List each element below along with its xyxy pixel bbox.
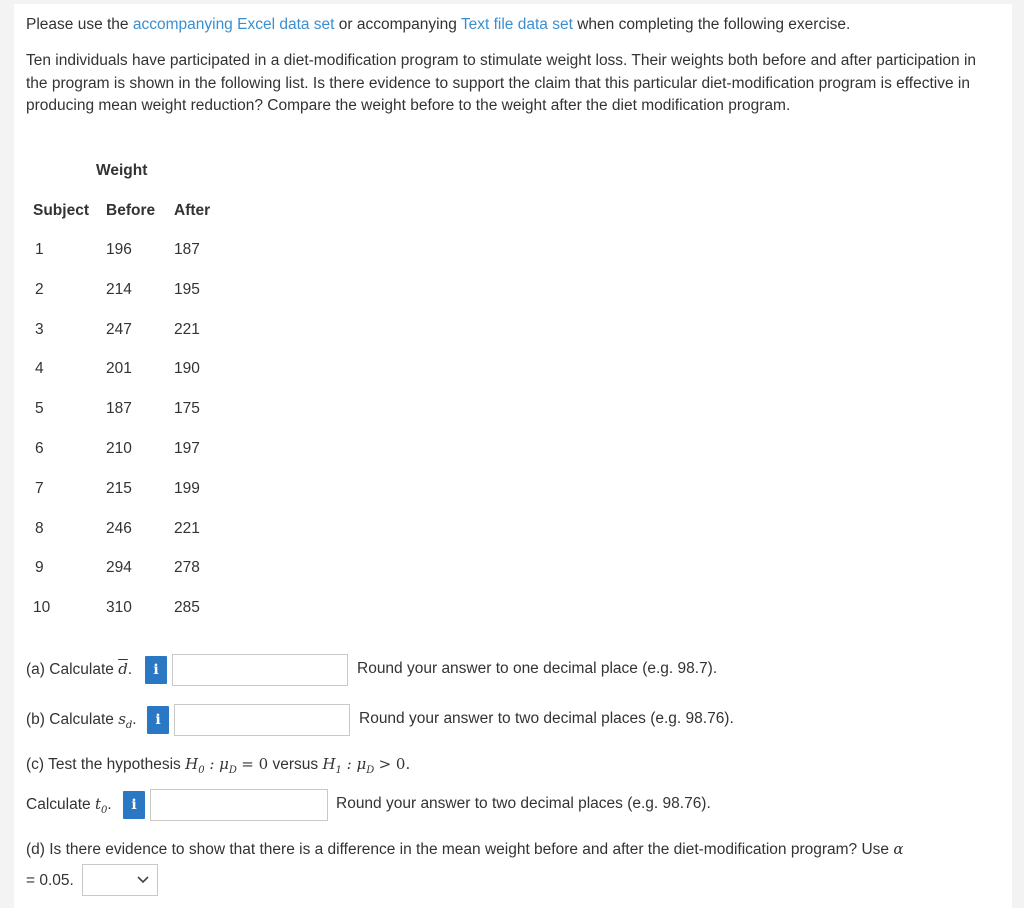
column-header-before: Before [106, 202, 156, 219]
after-cell: 221 [174, 320, 200, 338]
before-cell: 294 [106, 559, 132, 577]
text-file-data-link[interactable]: Text file data set [460, 16, 573, 33]
after-cell: 195 [174, 280, 200, 298]
weight-group-header: Weight [96, 162, 148, 179]
intro-text: Please use the accompanying Excel data set or accompanying Text file data set when completing the following exercise. [26, 16, 851, 33]
subject-cell: 5 [35, 400, 44, 418]
question-card [14, 4, 1012, 908]
info-icon-a[interactable]: i [145, 656, 167, 684]
alpha-value: = 0.05. [26, 872, 74, 889]
before-cell: 247 [106, 320, 132, 338]
subject-cell: 6 [35, 440, 44, 457]
after-cell: 221 [174, 519, 200, 537]
column-header-after: After [174, 202, 211, 219]
subject-cell: 2 [35, 280, 44, 298]
chevron-down-icon [136, 872, 150, 889]
info-icon-c[interactable]: i [123, 791, 145, 819]
before-cell: 310 [106, 599, 132, 617]
answer-input-c[interactable] [150, 789, 328, 821]
before-cell: 187 [106, 400, 132, 418]
column-header-subject: Subject [33, 202, 89, 219]
question-c-calc-label: Calculate $t_0$. [26, 795, 112, 816]
problem-description: Ten individuals have participated in a diet-modification program to stimulate weight loss. Their weights both before and after participation in the program is shown in the following list. Is there evidence to support the claim that this particular diet-modification program is effective in producing mean weight reduction? Compare the weight before to the weight after the diet modification program. [26, 52, 977, 114]
after-cell: 190 [174, 360, 200, 378]
subject-cell: 7 [35, 479, 44, 497]
after-cell: 197 [174, 440, 200, 457]
after-cell: 175 [174, 400, 200, 418]
d-bar-symbol: $\overline{d}$ [118, 660, 128, 678]
before-cell: 246 [106, 519, 132, 537]
s-d-symbol: $s_d$ [118, 710, 133, 731]
question-c-label: (c) Test the hypothesis $H_0$ : $\mu_D = 0$ versus $H_1$ : $\mu_D > 0$. [26, 755, 411, 776]
null-hypothesis: $H_0$ : $\mu_D$ [185, 755, 237, 776]
before-cell: 215 [106, 479, 132, 497]
question-b-label: (b) Calculate $s_d$. [26, 710, 137, 731]
before-cell: 210 [106, 440, 132, 457]
after-cell: 199 [174, 479, 200, 497]
subject-cell: 10 [33, 599, 51, 617]
alternative-hypothesis: $H_1$ : $\mu_D$ [322, 755, 375, 776]
info-icon-b[interactable]: i [147, 706, 169, 734]
subject-cell: 8 [35, 519, 44, 537]
evidence-select[interactable] [82, 864, 158, 896]
t0-symbol: $t_0$ [94, 795, 108, 816]
before-cell: 196 [106, 241, 132, 258]
after-cell: 285 [174, 599, 200, 617]
subject-cell: 3 [35, 320, 44, 338]
alpha-symbol: α [893, 840, 904, 858]
subject-cell: 9 [35, 559, 44, 577]
excel-data-link[interactable]: accompanying Excel data set [132, 16, 335, 33]
question-a-label: (a) Calculate $\overline{d}$. [26, 660, 133, 678]
before-cell: 214 [106, 280, 132, 298]
subject-cell: 4 [35, 360, 44, 378]
question-d-text: (d) Is there evidence to show that there is a difference in the mean weight before and after the diet-modification program? Use α [26, 840, 904, 858]
question-c-hint: Round your answer to two decimal places (e.g. 98.76). [336, 795, 711, 812]
after-cell: 278 [174, 559, 200, 577]
question-a-hint: Round your answer to one decimal place (e.g. 98.7). [357, 660, 718, 677]
question-b-hint: Round your answer to two decimal places (e.g. 98.76). [359, 710, 734, 727]
before-cell: 201 [106, 360, 132, 378]
answer-input-b[interactable] [174, 704, 350, 736]
subject-cell: 1 [35, 241, 44, 258]
answer-input-a[interactable] [172, 654, 348, 686]
after-cell: 187 [174, 241, 200, 258]
